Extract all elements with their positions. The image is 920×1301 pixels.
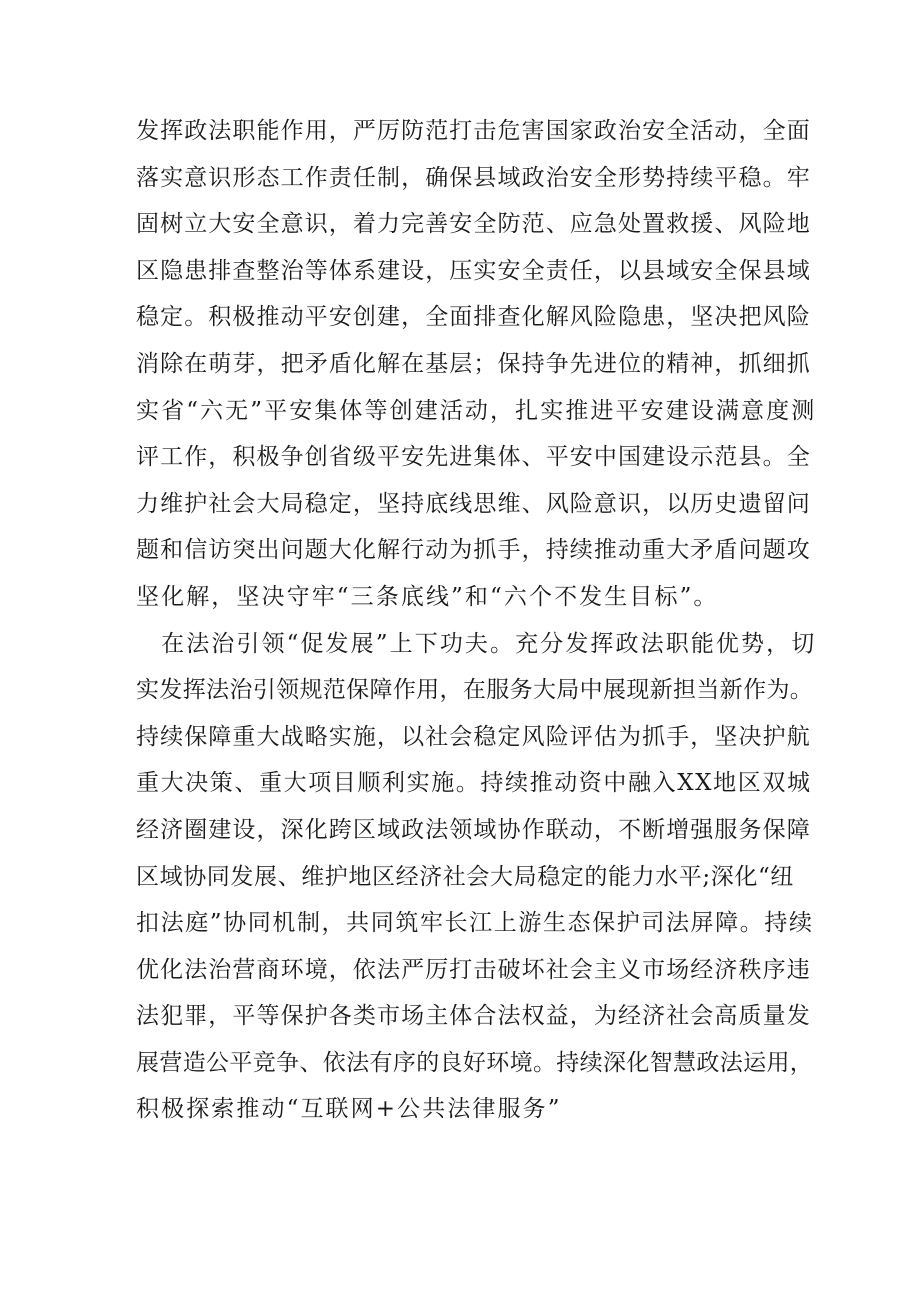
text-line: 重大决策、重大项目顺利实施。持续推动资中融入XX地区双城 bbox=[136, 770, 812, 797]
text-line: 落实意识形态工作责任制，确保县域政治安全形势持续平稳。牢 bbox=[136, 164, 811, 191]
text-line: 固树立大安全意识，着力完善安全防范、应急处置救援、风险地 bbox=[136, 211, 811, 238]
text-line: 稳定。积极推动平安创建，全面排查化解风险隐患，坚决把风险 bbox=[136, 304, 811, 331]
text-line: 评工作，积极争创省级平安先进集体、平安中国建设示范县。全 bbox=[136, 444, 811, 471]
document-body bbox=[136, 108, 816, 1133]
text-line: 优化法治营商环境，依法严厉打击破坏社会主义市场经济秩序违 bbox=[136, 956, 811, 983]
text-line: 持续保障重大战略实施，以社会稳定风险评估为抓手，坚决护航 bbox=[136, 723, 811, 750]
text-line: 展营造公平竞争、依法有序的良好环境。持续深化智慧政法运用， bbox=[136, 1049, 814, 1076]
text-line: 实省“六无”平安集体等创建活动，扎实推进平安建设满意度测 bbox=[136, 397, 817, 424]
text-line: 力维护社会大局稳定，坚持底线思维、风险意识，以历史遗留问 bbox=[136, 490, 811, 517]
text-line: 发挥政法职能作用，严厉防范打击危害国家政治安全活动，全面 bbox=[136, 118, 811, 144]
text-line: 实发挥法治引领规范保障作用，在服务大局中展现新担当新作为。 bbox=[136, 677, 814, 704]
text-line: 区域协同发展、维护地区经济社会大局稳定的能力水平;深化“纽 bbox=[136, 863, 794, 890]
paragraph-first-line: 在法治引领“促发展”上下功夫。充分发挥政法职能优势，切 bbox=[136, 630, 817, 657]
text-line: 扣法庭”协同机制，共同筑牢长江上游生态保护司法屏障。持续 bbox=[136, 910, 814, 937]
text-line: 区隐患排查整治等体系建设，压实安全责任，以县域安全保县域 bbox=[136, 257, 811, 284]
text-line: 积极探索推动“互联网+公共法律服务” bbox=[136, 1096, 562, 1123]
text-line: 题和信访突出问题大化解行动为抓手，持续推动重大矛盾问题攻 bbox=[136, 537, 811, 564]
text-line: 消除在萌芽，把矛盾化解在基层；保持争先进位的精神，抓细抓 bbox=[136, 350, 811, 377]
text-line: 经济圈建设，深化跨区域政法领域协作联动，不断增强服务保障 bbox=[136, 816, 811, 843]
text-line: 法犯罪，平等保护各类市场主体合法权益，为经济社会高质量发 bbox=[136, 1003, 811, 1030]
text-line: 坚化解，坚决守牢“三条底线”和“六个不发生目标”。 bbox=[136, 583, 719, 610]
